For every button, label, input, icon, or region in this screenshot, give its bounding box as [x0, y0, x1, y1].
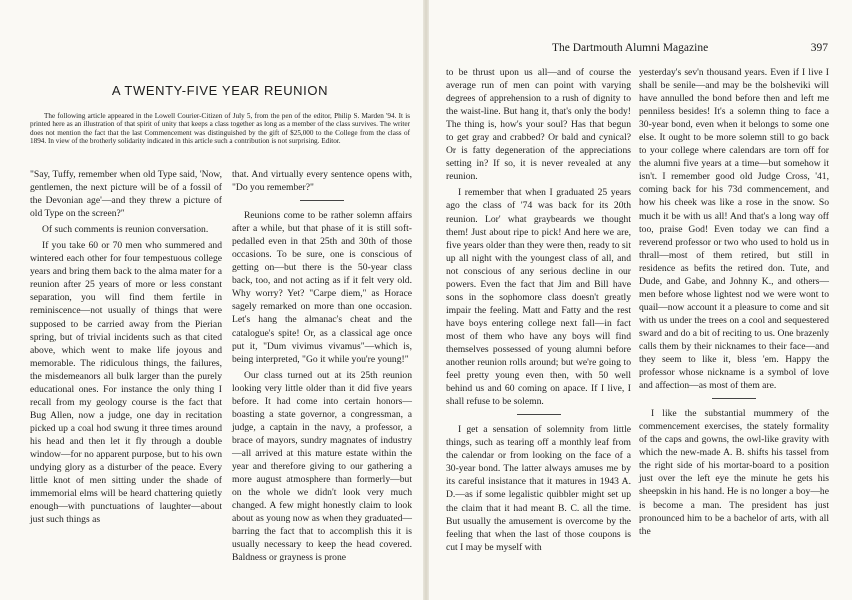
running-head-title: The Dartmouth Alumni Magazine: [552, 42, 709, 54]
section-divider: [517, 414, 561, 415]
article-title: A TWENTY-FIVE YEAR REUNION: [111, 83, 329, 98]
text-column-2: [232, 168, 412, 567]
paragraph: that. And virtually every sentence opens with, "Do you remember?": [232, 169, 412, 194]
paragraph: Reunions come to be rather solemn affairs after a while, but that phase of it is still soft-pedalled even in that 25th and 30th of those occasions. To be sure, one is conscious of getting on—but there is the 50-year class back, too, and not acting as if it felt very old. Why worry? Yet? "Carpe diem," as Horace sagely remarked on more than one occasion. Let's hang the almanac's cheat and the catalogue's spite! Or, as a classical age once put it, "Dum vivimus vivamus"—which is, being interpreted, "Go it while you're young!": [232, 210, 412, 365]
paragraph: I get a sensation of solemnity from little things, such as tearing off a monthly leaf from the calendar or from looking on the face of a 30-year bond. The latter always amuses me by its careful insistance that it matures in 1943 A. D.—as if some legalistic quibbler might set up the claim that it had meant B. C. all the time. But usually the amusement is overcome by the feeling that when the last of those coupons is cut I may be myself with: [446, 424, 631, 553]
paragraph: yesterday's sev'n thousand years. Even if I live I shall be senile—and may be the bolsheviki will have annulled the bond before then and left me penniless besides! It's a solemn thing to face a 30-year bond, even when it belongs to some one else. It ought to be more solemn still to go back to your college where calendars are torn off for the alumni five years at a time—but somehow it isn't. I remember good old Judge Cross, '41, coming back for his 73d commencement, and how his cheek was like a rose in the snow. So much it be with us all! And that's a long way off too, praise God! Even today we can find a reverend professor or two who used to hold us in thrall—most of them retired, but still in residence as befits the retired don. Tute, and Dude, and Gabe, and Johnny K., and others—men before whose lightest nod we were wont to quail—now account it a pleasure to come and sit with us under the trees on a cool and sequestered sward and do a bit of reciting to us. One brazenly calls them by their nicknames to their face—and they seem to like it, bless 'em. Happy the professor whose nickname is a symbol of love and affection—as most of them are.: [639, 67, 829, 392]
paragraph: "Say, Tuffy, remember when old Type said, 'Now, gentlemen, the next picture will be of a fossil of the Devonian age'—and they threw a picture of old Type on the screen?": [30, 169, 222, 220]
paragraph: I remember that when I graduated 25 years ago the class of '74 was back for its 20th reunion. Lor' what graybeards we thought them! Just about ripe to pick! And here we are, five years older than they were then, ready to sit up all night with the youngest class of all, and not conscious of any serious decline in our powers. Even the fact that Jim and Bill have sons in the sophomore class doesn't greatly impair the feeling. Matt and Fatty and the rest have boys entering college next fall—in fact most of them who have any boys will find themselves possessed of young alumni before another reunion rolls around; but we're going to feel pretty young even then, with 50 well behind us and 60 coming on apace. If I live, I shall refuse to be solemn.: [446, 187, 631, 408]
running-head: [552, 42, 828, 54]
paragraph: to be thrust upon us all—and of course the average run of men can point with varying degrees of apprehension to a rush of dignity to the waist-line. But hang it, that's only the body! The thing is, how's your soul? Has that begun to get gray and crabbed? Or bald and cynical? Or is fatty degeneration of the appreciations setting in? If so, it is never revealed at any reunion.: [446, 67, 631, 183]
paragraph: I like the substantial mummery of the commencement exercises, the stately formality of the caps and gowns, the owl-like gravity with which the new-made A. B. shifts his tassel from the right side of his mortar-board to a position just over the left eye the minute he gets his sheepskin in his hand. He is no longer a boy—he is become a man. The president has just pronounced him to be a bachelor of arts, with all the: [639, 408, 829, 537]
text-column-1: [30, 168, 222, 529]
section-divider: [712, 398, 756, 399]
paragraph: Of such comments is reunion conversation.: [42, 224, 209, 236]
paragraph: Our class turned out at its 25th reunion looking very little older than it did five years before. It had come into certain honors—boasting a state governor, a congressman, a judge, a captain in the navy, a professor, a brace of mayors, sundry magnates of industry—all arrived at this mature estate within the year and therefore giving to our gathering a more august atmosphere than formerly—but on the whole we didn't look very much changed. A few might honestly claim to look about as young now as when they graduated—barring the fact that to accomplish this it is usually necessary to keep the head covered. Baldness or grayness is prone: [232, 369, 412, 564]
editor-intro: The following article appeared in the Lowell Courier-Citizen of July 5, from the pen of the editor, Philip S. Marden '94. It is printed here as an illustration of that spirit of unity that keeps a class together as long as a member of the class survives. The writer does not mention the fact that the last Commencement was distinguished by the gift of $25,000 to the College from the class of 1894. In view of the brotherly solidarity indicated in this article such a contribution is not surprising. Editor.: [30, 112, 410, 146]
text-column-3: [446, 66, 631, 557]
section-divider: [300, 200, 344, 201]
paragraph: If you take 60 or 70 men who summered and wintered each other for four tempestuous college years and bring them back to the alma mater for a reunion after 25 years of more or less constant separation, you will find them fertile in reminiscence—not usually of things that were supposed to be carried away from the Pierian spring, but of trivial incidents such as that cited above, which went to make life joyous and memorable. The ridiculous things, the failures, the misdemeanors all bulk larger than the purely educational ones. For instance the only thing I recall from my geology course is the fact that Bug Allen, now a judge, one day in recitation picked up a coal hod swung it three times around his head and then let it fly through a double window—for no apparent purpose, but to his own undying glory as a disturber of the peace. Every little knot of men sitting under the shade of immemorial elms will be heard chattering quietly enough—with punctuations of laughter—about just such things as: [30, 240, 222, 526]
page-gutter: [423, 0, 429, 600]
text-column-4: [639, 66, 829, 541]
page-number: 397: [810, 42, 828, 54]
